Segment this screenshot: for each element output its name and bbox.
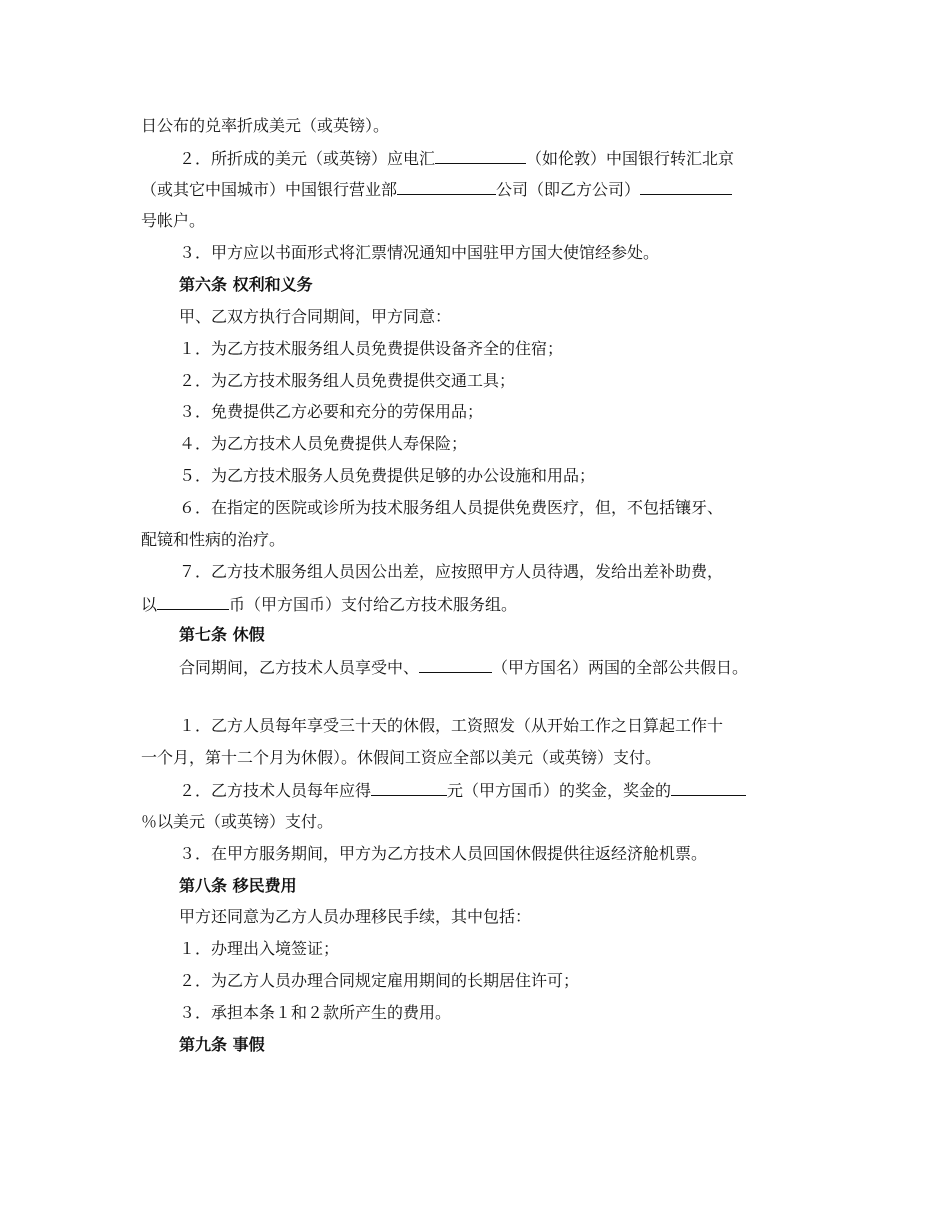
list-item-continuation [141,747,661,769]
text: ２．为乙方人员办理合同规定雇用期间的长期居住许可； [179,971,580,990]
text: （或其它中国城市）中国银行营业部 [141,180,398,199]
list-item [179,370,515,392]
text: ４．为乙方技术人员免费提供人寿保险； [179,434,468,453]
text: １．办理出入境签证； [179,939,340,958]
list-item [179,497,723,519]
text: 元（甲方国币）的奖金，奖金的 [447,781,672,800]
list-item [179,401,483,423]
paragraph-line [141,210,205,232]
text: ２．乙方技术人员每年应得 [179,781,372,800]
text: 币（甲方国币）支付给乙方技术服务组。 [229,595,518,614]
list-item [179,843,707,865]
article-6-heading [179,274,313,296]
article-7-heading [179,624,265,646]
fill-in-blank [397,178,496,195]
text: １．乙方人员每年享受三十天的休假，工资照发（从开始工作之日算起工作十 [179,716,724,735]
text: 甲方还同意为乙方人员办理移民手续，其中包括： [179,907,532,926]
list-item [179,433,467,455]
text: ５．为乙方技术服务人员免费提供足够的办公设施和用品； [179,466,596,485]
paragraph-line [179,656,748,678]
heading-text: 第八条 移民费用 [179,876,297,895]
text: 甲、乙双方执行合同期间，甲方同意： [179,307,452,326]
text: ３．在甲方服务期间，甲方为乙方技术人员回国休假提供往返经济舱机票。 [179,844,708,863]
text: 合同期间，乙方技术人员享受中、 [179,658,420,677]
text: 日公布的兑率折成美元（或英镑）。 [141,116,390,135]
list-item-continuation [141,593,517,615]
paragraph-line [179,147,734,169]
text: ３．承担本条１和２款所产生的费用。 [179,1003,452,1022]
text: 配镜和性病的治疗。 [141,530,286,549]
paragraph-line [141,115,389,137]
text: １．为乙方技术服务组人员免费提供设备齐全的住宿； [179,339,564,358]
text: ２．为乙方技术服务组人员免费提供交通工具； [179,371,516,390]
fill-in-blank [157,593,229,610]
text: ％以美元（或英镑）支付。 [141,812,334,831]
text: ６．在指定的医院或诊所为技术服务组人员提供免费医疗，但，不包括镶牙、 [179,498,724,517]
list-item-continuation [141,811,333,833]
list-item [179,779,746,801]
article-9-heading [179,1034,265,1056]
text: ３．甲方应以书面形式将汇票情况通知中国驻甲方国大使馆经参处。 [179,243,660,262]
paragraph-line [179,306,451,328]
paragraph-line [179,242,659,264]
text: 公司（即乙方公司） [496,180,641,199]
paragraph-line [141,178,732,200]
list-item [179,561,723,583]
list-item [179,338,563,360]
heading-text: 第六条 权利和义务 [179,275,313,294]
list-item [179,715,723,737]
fill-in-blank [435,147,526,164]
list-item [179,970,579,992]
list-item-continuation [141,529,285,551]
fill-in-blank [640,178,732,195]
text: 号帐户。 [141,211,206,230]
fill-in-blank [419,656,492,673]
fill-in-blank [671,779,746,796]
text: 一个月，第十二个月为休假）。休假间工资应全部以美元（或英镑）支付。 [141,748,662,767]
fill-in-blank [371,779,447,796]
text: ２．所折成的美元（或英镑）应电汇 [179,149,436,168]
list-item [179,1002,451,1024]
article-8-heading [179,875,297,897]
text: （甲方国名）两国的全部公共假日。 [492,658,749,677]
list-item [179,465,595,487]
text: ７．乙方技术服务组人员因公出差，应按照甲方人员待遇，发给出差补助费， [179,562,724,581]
text: 以 [141,595,158,614]
heading-text: 第九条 事假 [179,1035,265,1054]
heading-text: 第七条 休假 [179,625,265,644]
paragraph-line [179,906,531,928]
text: ３．免费提供乙方必要和充分的劳保用品； [179,402,484,421]
list-item [179,938,339,960]
text: （如伦敦）中国银行转汇北京 [526,149,735,168]
